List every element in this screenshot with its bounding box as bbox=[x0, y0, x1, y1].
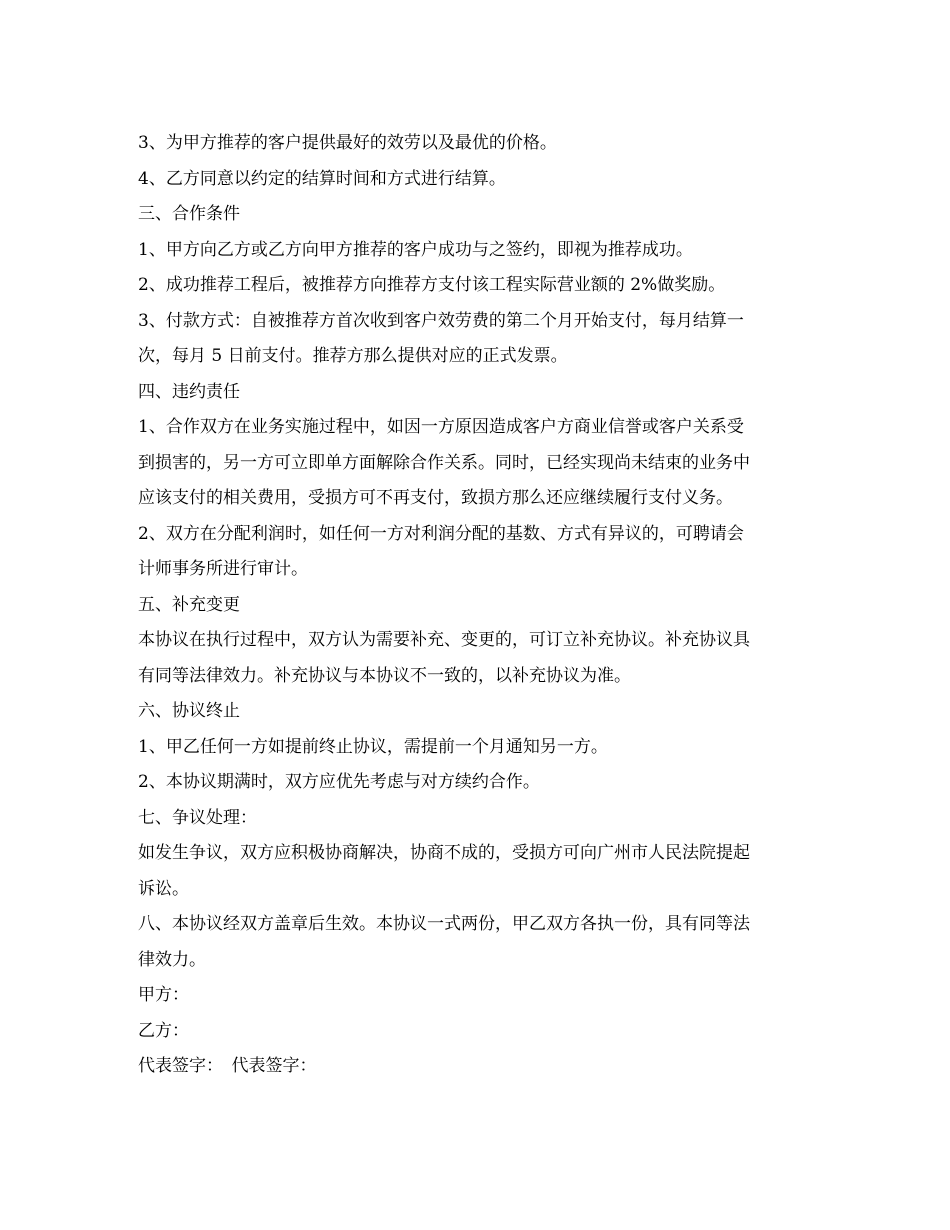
text-line: 有同等法律效力。补充协议与本协议不一致的，以补充协议为准。 bbox=[138, 665, 631, 686]
liability-1 bbox=[138, 410, 818, 517]
section-heading-dispute bbox=[138, 801, 818, 837]
text-line: 4、乙方同意以约定的结算时间和方式进行结算。 bbox=[138, 168, 506, 189]
clause-3-best-service bbox=[138, 126, 818, 162]
text-line: 律效力。 bbox=[138, 949, 206, 970]
text-line: 1、合作双方在业务实施过程中，如因一方原因造成客户方商业信誉或客户关系受 bbox=[138, 417, 744, 437]
text-line: 1、甲乙任何一方如提前终止协议，需提前一个月通知另一方。 bbox=[138, 736, 608, 757]
text-line: 3、为甲方推荐的客户提供最好的效劳以及最优的价格。 bbox=[138, 133, 557, 153]
text-line: 2、本协议期满时，双方应优先考虑与对方续约合作。 bbox=[138, 772, 540, 792]
section-heading-cooperation-terms bbox=[138, 197, 818, 233]
text-line: 五、补充变更 bbox=[138, 594, 240, 615]
text-line: 三、合作条件 bbox=[138, 204, 240, 224]
text-line: 八、本协议经双方盖章后生效。本协议一式两份，甲乙双方各执一份，具有同等法 bbox=[138, 914, 750, 934]
term-1-referral-success bbox=[138, 233, 818, 269]
text-line: 次，每月 5 日前支付。推荐方那么提供对应的正式发票。 bbox=[138, 346, 568, 366]
text-line: 到损害的，另一方可立即单方面解除合作关系。同时，已经实现尚未结束的业务中 bbox=[138, 452, 750, 473]
termination-2 bbox=[138, 765, 818, 801]
text-line: 甲方： bbox=[138, 985, 189, 1005]
text-line: 本协议在执行过程中，双方认为需要补充、变更的，可订立补充协议。补充协议具 bbox=[138, 630, 750, 650]
section-effective bbox=[138, 907, 818, 978]
text-line: 3、付款方式：自被推荐方首次收到客户效劳费的第二个月开始支付，每月结算一 bbox=[138, 310, 744, 331]
term-3-payment-method bbox=[138, 304, 818, 375]
party-b-label bbox=[138, 1014, 818, 1050]
text-line: 诉讼。 bbox=[138, 878, 189, 899]
section-heading-termination bbox=[138, 694, 818, 730]
party-a-label bbox=[138, 978, 818, 1014]
representative-signatures bbox=[138, 1049, 818, 1085]
text-line: 六、协议终止 bbox=[138, 701, 240, 721]
liability-2 bbox=[138, 517, 818, 588]
document-body bbox=[138, 126, 818, 1085]
termination-1 bbox=[138, 730, 818, 766]
clause-4-settlement bbox=[138, 162, 818, 198]
text-line: 四、违约责任 bbox=[138, 381, 240, 402]
term-2-reward bbox=[138, 268, 818, 304]
text-line: 如发生争议，双方应积极协商解决，协商不成的，受损方可向广州市人民法院提起 bbox=[138, 843, 750, 863]
supplement-text bbox=[138, 623, 818, 694]
text-line: 2、双方在分配利润时，如任何一方对利润分配的基数、方式有异议的，可聘请会 bbox=[138, 523, 744, 544]
text-line: 1、甲方向乙方或乙方向甲方推荐的客户成功与之签约，即视为推荐成功。 bbox=[138, 239, 693, 260]
dispute-text bbox=[138, 836, 818, 907]
section-heading-liability bbox=[138, 375, 818, 411]
text-line: 2、成功推荐工程后，被推荐方向推荐方支付该工程实际营业额的 2%做奖励。 bbox=[138, 275, 726, 295]
text-line: 乙方： bbox=[138, 1020, 189, 1041]
text-line: 七、争议处理： bbox=[138, 807, 257, 828]
section-heading-supplement bbox=[138, 588, 818, 624]
text-line: 应该支付的相关费用，受损方可不再支付，致损方那么还应继续履行支付义务。 bbox=[138, 488, 733, 508]
text-line: 代表签字： 代表签字： bbox=[138, 1056, 317, 1076]
text-line: 计师事务所进行审计。 bbox=[138, 559, 308, 579]
